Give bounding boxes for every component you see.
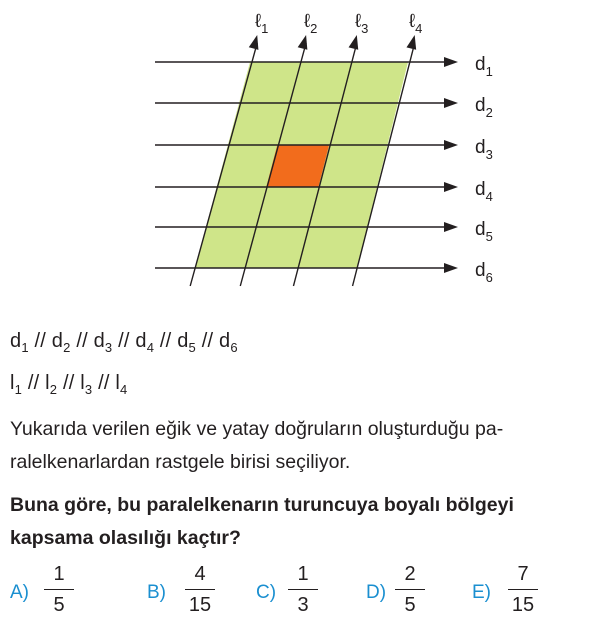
parallel-symbol: // <box>70 330 94 352</box>
label-l2: ℓ$_2$ <box>304 11 318 36</box>
option-d-letter: D) <box>366 582 387 603</box>
option-c-numerator: 1 <box>297 563 309 585</box>
prompt-line-2: ralelkenarlardan rastgele birisi seçiliyor. <box>10 451 351 473</box>
line-l-4: $l_4$ <box>115 372 128 397</box>
option-c-fraction <box>286 562 320 617</box>
option-d-fraction <box>393 562 427 617</box>
arrowhead-d4 <box>444 182 458 192</box>
label-l3: ℓ$_3$ <box>355 11 369 36</box>
option-a-fraction <box>42 562 76 617</box>
option-e-numerator: 7 <box>517 563 529 585</box>
arrowhead-l3 <box>349 35 359 50</box>
label-d5: $d_5$ <box>475 219 493 244</box>
parallel-symbol: // <box>28 330 52 352</box>
line-d-1: $d_1$ <box>10 330 29 355</box>
option-a-denominator: 5 <box>53 594 65 616</box>
label-l4: ℓ$_4$ <box>409 11 423 36</box>
problem-prompt <box>10 413 595 479</box>
parallel-symbol: // <box>22 372 46 394</box>
fraction-bar <box>395 589 425 590</box>
arrowhead-d6 <box>444 263 458 273</box>
option-b-letter: B) <box>147 582 166 603</box>
label-d3: $d_3$ <box>475 137 493 162</box>
question-text <box>10 489 595 555</box>
arrowhead-l2 <box>298 35 308 50</box>
parallel-symbol: // <box>92 372 116 394</box>
line-l-2: $l_2$ <box>45 372 58 397</box>
line-d-5: $d_5$ <box>177 330 196 355</box>
fraction-bar <box>508 589 538 590</box>
prompt-line-1: Yukarıda verilen eğik ve yatay doğruların oluşturduğu pa- <box>10 418 504 440</box>
arrowhead-d2 <box>444 98 458 108</box>
l-lines-parallel-statement <box>10 372 127 397</box>
option-b-numerator: 4 <box>194 563 206 585</box>
option-b-fraction <box>183 562 217 617</box>
parallel-symbol: // <box>57 372 81 394</box>
option-d-denominator: 5 <box>404 594 416 616</box>
option-b-denominator: 15 <box>188 594 212 616</box>
option-d-numerator: 2 <box>404 563 416 585</box>
label-d1: $d_1$ <box>475 54 493 79</box>
fraction-bar <box>185 589 215 590</box>
option-c-denominator: 3 <box>297 594 309 616</box>
option-e-letter: E) <box>472 582 491 603</box>
option-e-fraction <box>506 562 540 617</box>
question-line-2: kapsama olasılığı kaçtır? <box>10 527 241 549</box>
d-lines-parallel-statement <box>10 330 238 355</box>
option-a-numerator: 1 <box>53 563 65 585</box>
fraction-bar <box>288 589 318 590</box>
fraction-bar <box>44 589 74 590</box>
arrowhead-l1 <box>249 35 259 50</box>
parallel-symbol: // <box>195 330 219 352</box>
option-a-letter: A) <box>10 582 29 603</box>
parallel-symbol: // <box>154 330 178 352</box>
label-d2: $d_2$ <box>475 95 493 120</box>
option-c-letter: C) <box>256 582 277 603</box>
parallel-symbol: // <box>112 330 136 352</box>
label-d6: $d_6$ <box>475 260 493 285</box>
line-d-3: $d_3$ <box>93 330 113 355</box>
line-d-6: $d_6$ <box>218 330 238 355</box>
arrowhead-d3 <box>444 140 458 150</box>
line-l-3: $l_3$ <box>80 372 93 397</box>
arrowhead-l4 <box>406 35 416 50</box>
option-e-denominator: 15 <box>511 594 535 616</box>
line-d-4: $d_4$ <box>135 330 155 355</box>
parallelogram-grid-figure <box>0 0 599 300</box>
arrowhead-d1 <box>444 57 458 67</box>
orange-highlighted-cell <box>266 145 329 187</box>
label-l1: ℓ$_1$ <box>255 11 269 36</box>
label-d4: $d_4$ <box>475 179 493 204</box>
line-d-2: $d_2$ <box>51 330 71 355</box>
arrowhead-d5 <box>444 222 458 232</box>
line-l-1: $l_1$ <box>10 372 23 397</box>
question-line-1: Buna göre, bu paralelkenarın turuncuya boyalı bölgeyi <box>10 494 514 516</box>
